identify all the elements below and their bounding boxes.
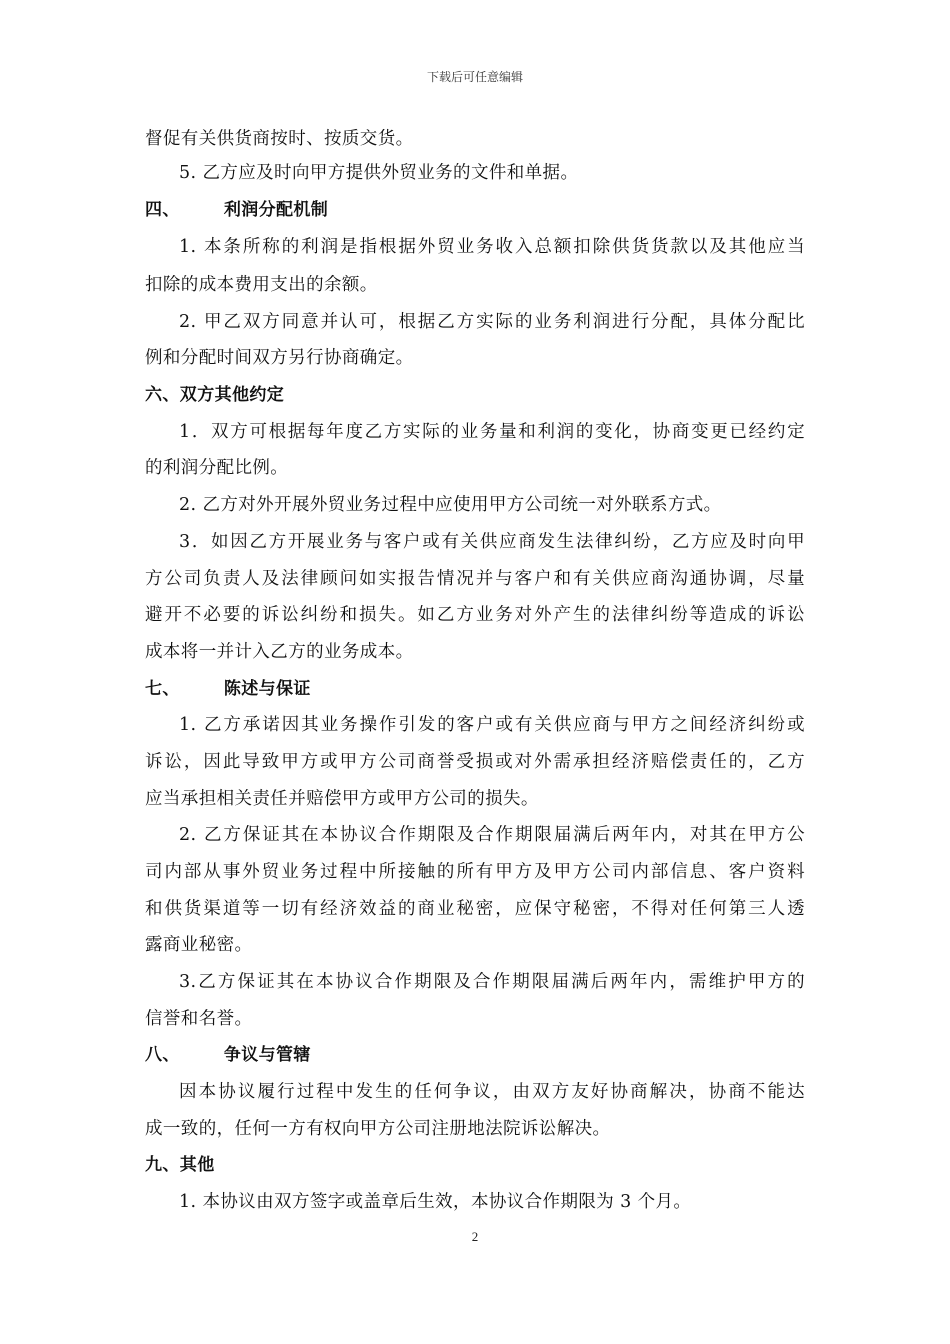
- paragraph-line: 成本将一并计入乙方的业务成本。: [145, 642, 414, 662]
- paragraph-line: 诉讼，因此导致甲方或甲方公司商誉受损或对外需承担经济赔偿责任的，乙方: [145, 752, 805, 772]
- section-heading-6: 六、双方其他约定: [145, 385, 285, 405]
- section-number: 八、: [145, 1045, 180, 1065]
- paragraph-line: 方公司负责人及法律顾问如实报告情况并与客户和有关供应商沟通协调，尽量: [145, 569, 805, 589]
- section-title: 利润分配机制: [223, 200, 329, 220]
- paragraph-line: 的利润分配比例。: [145, 458, 289, 478]
- paragraph-line: 1. 乙方承诺因其业务操作引发的客户或有关供应商与甲方之间经济纠纷或: [179, 715, 805, 735]
- paragraph-line: 因本协议履行过程中发生的任何争议，由双方友好协商解决，协商不能达: [179, 1082, 805, 1102]
- paragraph-line: 督促有关供货商按时、按质交货。: [145, 129, 414, 149]
- paragraph-line: 露商业秘密。: [145, 935, 253, 955]
- paragraph-line: 司内部从事外贸业务过程中所接触的所有甲方及甲方公司内部信息、客户资料: [145, 862, 805, 882]
- paragraph-line: 例和分配时间双方另行协商确定。: [145, 348, 414, 368]
- paragraph-line: 3．如因乙方开展业务与客户或有关供应商发生法律纠纷，乙方应及时向甲: [179, 532, 805, 552]
- section-number: 七、: [145, 679, 180, 699]
- section-title: 争议与管辖: [223, 1045, 311, 1065]
- section-heading-7: [145, 671, 805, 708]
- paragraph-line: 5. 乙方应及时向甲方提供外贸业务的文件和单据。: [179, 163, 579, 183]
- paragraph-line: 扣除的成本费用支出的余额。: [145, 275, 378, 295]
- section-title: 陈述与保证: [223, 679, 311, 699]
- paragraph-line: 信誉和名誉。: [145, 1009, 253, 1029]
- page-number: 2: [471, 1229, 479, 1244]
- paragraph-line: 1. 本条所称的利润是指根据外贸业务收入总额扣除供货货款以及其他应当: [179, 237, 805, 257]
- paragraph-line: 2. 乙方对外开展外贸业务过程中应使用甲方公司统一对外联系方式。: [179, 495, 722, 515]
- paragraph-line: 2. 乙方保证其在本协议合作期限及合作期限届满后两年内，对其在甲方公: [179, 825, 805, 845]
- paragraph-line: 成一致的，任何一方有权向甲方公司注册地法院诉讼解决。: [145, 1119, 611, 1139]
- page-header: 下载后可任意编辑: [426, 70, 523, 84]
- paragraph-line: 应当承担相关责任并赔偿甲方或甲方公司的损失。: [145, 789, 539, 809]
- section-number: 四、: [145, 200, 180, 220]
- paragraph-line: 3.乙方保证其在本协议合作期限及合作期限届满后两年内，需维护甲方的: [179, 972, 805, 992]
- section-heading-9: 九、其他: [145, 1155, 215, 1175]
- paragraph-line: 避开不必要的诉讼纠纷和损失。如乙方业务对外产生的法律纠纷等造成的诉讼: [145, 605, 805, 625]
- section-heading-4: [145, 192, 805, 229]
- section-heading-8: [145, 1037, 805, 1074]
- paragraph-line: 1. 本协议由双方签字或盖章后生效，本协议合作期限为 3 个月。: [179, 1192, 692, 1212]
- paragraph-line: 2. 甲乙双方同意并认可，根据乙方实际的业务利润进行分配，具体分配比: [179, 312, 805, 332]
- paragraph-line: 1．双方可根据每年度乙方实际的业务量和利润的变化，协商变更已经约定: [179, 422, 805, 442]
- paragraph-line: 和供货渠道等一切有经济效益的商业秘密，应保守秘密，不得对任何第三人透: [145, 899, 805, 919]
